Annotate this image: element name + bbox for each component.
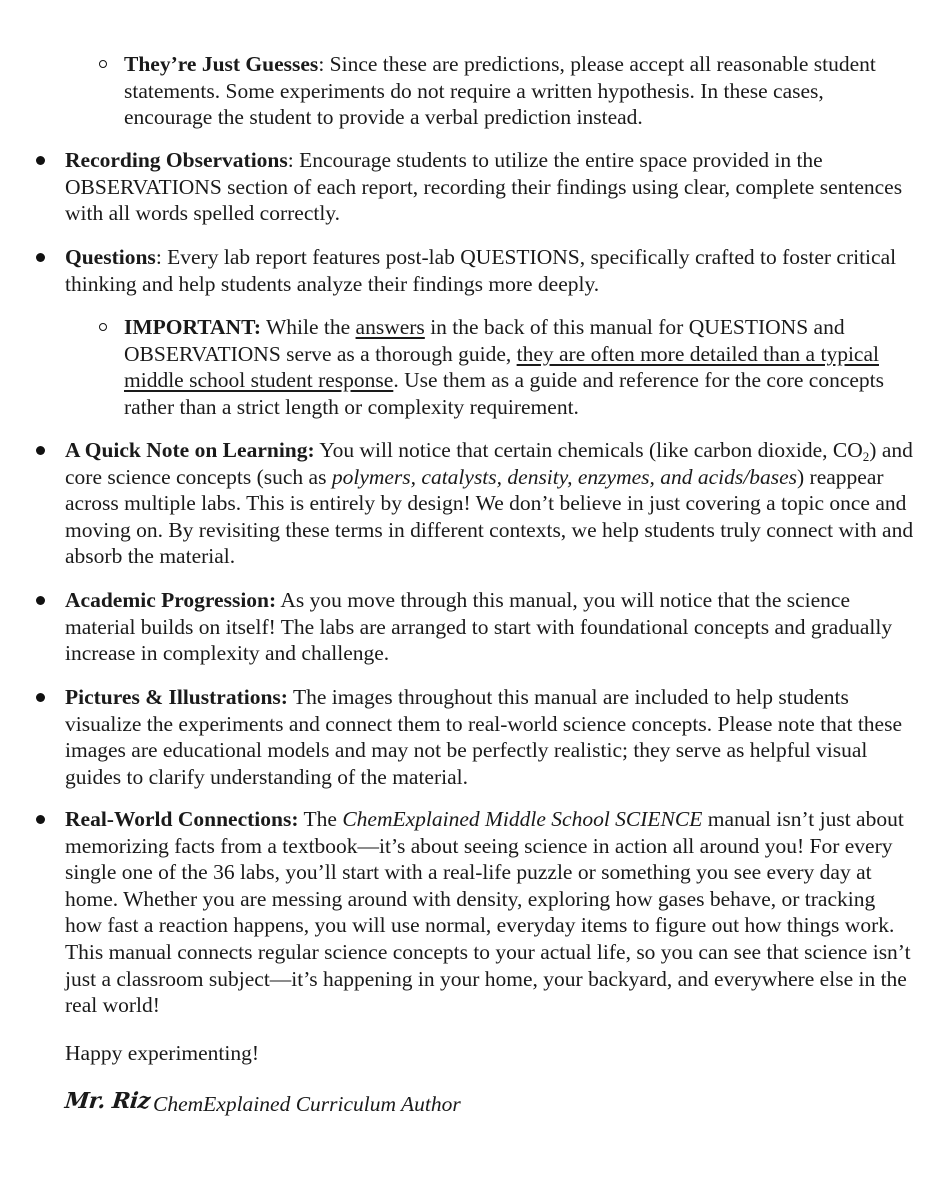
bullet-heading: Pictures & Illustrations: xyxy=(65,685,288,709)
bullet-important xyxy=(124,314,909,420)
italic-title: ChemExplained Middle School SCIENCE xyxy=(342,807,703,831)
bullet-heading: Real-World Connections: xyxy=(65,807,299,831)
signature-name: Mr. Riz xyxy=(63,1088,152,1114)
bullet-text: As you move through this manual, you will notice that the science material builds on itself! The labs are arranged to start with foundational concepts and gradually increase in complexity and challenge. xyxy=(65,588,893,666)
bullet-heading: Recording Observations xyxy=(65,148,288,172)
bullet-text: manual isn’t just about memorizing facts from a textbook—it’s about seeing science in action all around you! For every single one of the 36 labs, you’ll start with a real-life puzzle or something you see every day at home. Whether you are messing around with density, exploring how gases behave, or tracking how fast a reaction happens, you will use normal, everyday items to figure out how things work. This manual connects regular science concepts to your actual life, so you can see that science isn’t just a classroom subject—it’s happening in your home, your backyard, and everywhere else in the real world! xyxy=(65,807,911,1018)
bullet-heading: Questions xyxy=(65,245,156,269)
bullet-marker xyxy=(36,253,45,262)
bullet-text: : Since these are predictions, please accept all reasonable student statements. Some experiments do not require a written hypothesis. In these cases, encourage the student to provide a verbal prediction instead. xyxy=(124,52,876,130)
bullet-marker xyxy=(36,446,45,455)
bullet-text: ) and core science concepts (such as xyxy=(65,438,913,489)
bullet-marker xyxy=(36,815,45,824)
bullet-text: The images throughout this manual are included to help students visualize the experiments and connect them to real-world science concepts. Please note that these images are educational models and may not be perfectly realistic; they serve as helpful visual guides to clarify understanding of the material. xyxy=(65,685,902,789)
underlined-answers: answers xyxy=(355,315,425,339)
bullet-heading: Academic Progression: xyxy=(65,588,277,612)
bullet-quick-note xyxy=(65,437,915,570)
sub-bullet-marker xyxy=(99,323,107,331)
bullet-marker xyxy=(36,156,45,165)
bullet-heading: They’re Just Guesses xyxy=(124,52,319,76)
bullet-real-world-connections xyxy=(65,806,915,1019)
bullet-pictures-illustrations xyxy=(65,684,915,790)
bullet-heading: A Quick Note on Learning: xyxy=(65,438,315,462)
underlined-note: they are often more detailed than a typical middle school student response xyxy=(124,341,879,393)
sub-bullet-marker xyxy=(99,60,107,68)
bullet-marker xyxy=(36,693,45,702)
bullet-text: ) reappear across multiple labs. This is entirely by design! We don’t believe in just covering a topic once and moving on. By revisiting these terms in different contexts, we help students truly connect with and absorb the material. xyxy=(65,464,914,569)
bullet-text: : Every lab report features post-lab QUESTIONS, specifically crafted to foster critical thinking and help students analyze their findings more deeply. xyxy=(65,245,897,296)
bullet-academic-progression xyxy=(65,587,915,667)
signature-role: ChemExplained Curriculum Author xyxy=(153,1092,461,1116)
italic-terms: polymers, catalysts, density, enzymes, and acids/bases xyxy=(331,464,798,489)
bullet-marker xyxy=(36,596,45,605)
bullet-text: The xyxy=(298,807,343,831)
bullet-heading: IMPORTANT: xyxy=(124,315,261,339)
bullet-text: While the xyxy=(261,315,356,339)
bullet-just-guesses xyxy=(124,51,914,131)
bullet-text: . Use them as a guide and reference for the core concepts rather than a strict length or complexity requirement. xyxy=(124,368,884,419)
bullet-text: You will notice that certain chemicals (like carbon dioxide, CO xyxy=(314,438,863,462)
subscript: 2 xyxy=(862,449,870,464)
closing-line: Happy experimenting! xyxy=(65,1041,260,1065)
bullet-recording-observations xyxy=(65,147,915,227)
bullet-questions xyxy=(65,244,915,297)
bullet-text: in the back of this manual for QUESTIONS and OBSERVATIONS serve as a thorough guide, xyxy=(124,315,845,366)
bullet-text: : Encourage students to utilize the entire space provided in the OBSERVATIONS section of each report, recording their findings using clear, complete sentences with all words spelled correctly. xyxy=(65,148,903,226)
